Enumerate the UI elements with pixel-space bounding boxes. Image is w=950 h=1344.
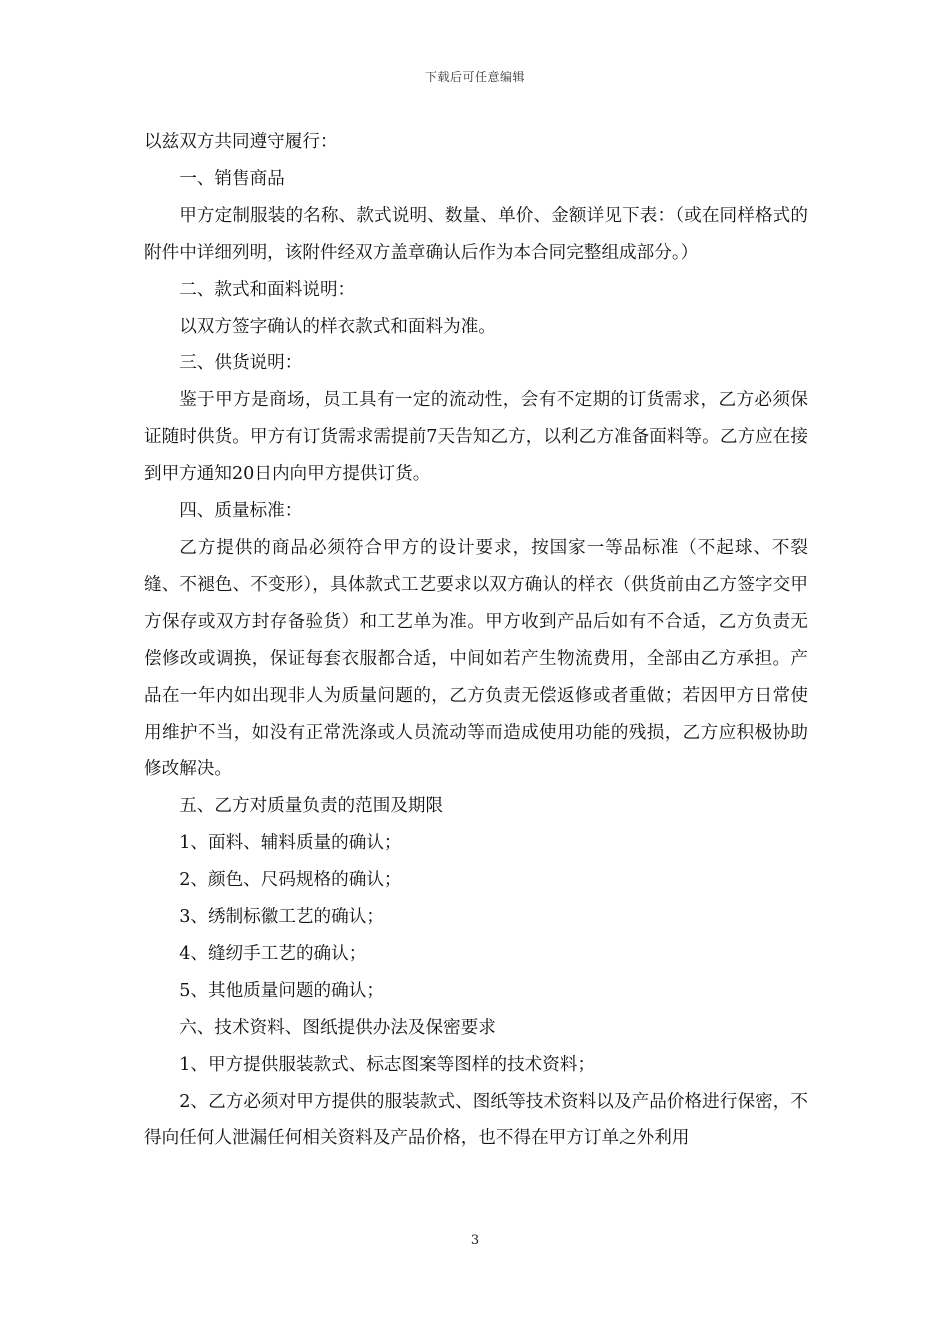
page-header-note: 下载后可任意编辑 <box>424 70 525 84</box>
list-item: 5、其他质量问题的确认； <box>179 980 384 1001</box>
paragraph: 乙方提供的商品必须符合甲方的设计要求，按国家一等品标准（不起球、不裂缝、不褪色、不变形），具体款式工艺要求以双方确认的样衣（供货前由乙方签字交甲方保存或双方封存备验货）和工艺单为准。甲方收到产品后如有不合适，乙方负责无偿修改或调换，保证每套衣服都合适，中间如若产生物流费用，全部由乙方承担。产品在一年内如出现非人为质量问题的，乙方负责无偿返修或者重做；若因甲方日常使用维护不当，如没有正常洗涤或人员流动等而造成使用功能的残损，乙方应积极协助修改解决。 <box>144 537 808 780</box>
list-item: 2、颜色、尺码规格的确认； <box>179 870 402 891</box>
paragraph: 鉴于甲方是商场，员工具有一定的流动性，会有不定期的订货需求，乙方必须保证随时供货。甲方有订货需求需提前7天告知乙方，以利乙方准备面料等。乙方应在接到甲方通知20日内向甲方提供订货。 <box>144 390 808 485</box>
section-heading: 四、质量标准： <box>179 501 303 522</box>
section-heading: 一、销售商品 <box>179 168 285 189</box>
paragraph: 以兹双方共同遵守履行： <box>144 132 338 152</box>
page-number: 3 <box>470 1233 480 1248</box>
list-item: 3、绣制标徽工艺的确认； <box>179 907 384 928</box>
section-heading: 二、款式和面料说明： <box>179 279 356 300</box>
list-item: 2、乙方必须对甲方提供的服装款式、图纸等技术资料以及产品价格进行保密，不得向任何人泄漏任何相关资料及产品价格，也不得在甲方订单之外利用 <box>144 1091 808 1149</box>
section-heading: 三、供货说明： <box>179 353 303 374</box>
list-item: 4、缝纫手工艺的确认； <box>179 943 367 964</box>
section-heading: 六、技术资料、图纸提供办法及保密要求 <box>179 1017 496 1038</box>
paragraph: 以双方签字确认的样衣款式和面料为准。 <box>179 316 496 337</box>
list-item: 1、面料、辅料质量的确认； <box>179 833 402 854</box>
document-body <box>144 124 808 1157</box>
paragraph: 甲方定制服装的名称、款式说明、数量、单价、金额详见下表：（或在同样格式的附件中详细列明，该附件经双方盖章确认后作为本合同完整组成部分。） <box>144 205 808 263</box>
section-heading: 五、乙方对质量负责的范围及期限 <box>179 796 444 817</box>
list-item: 1、甲方提供服装款式、标志图案等图样的技术资料； <box>179 1054 596 1075</box>
